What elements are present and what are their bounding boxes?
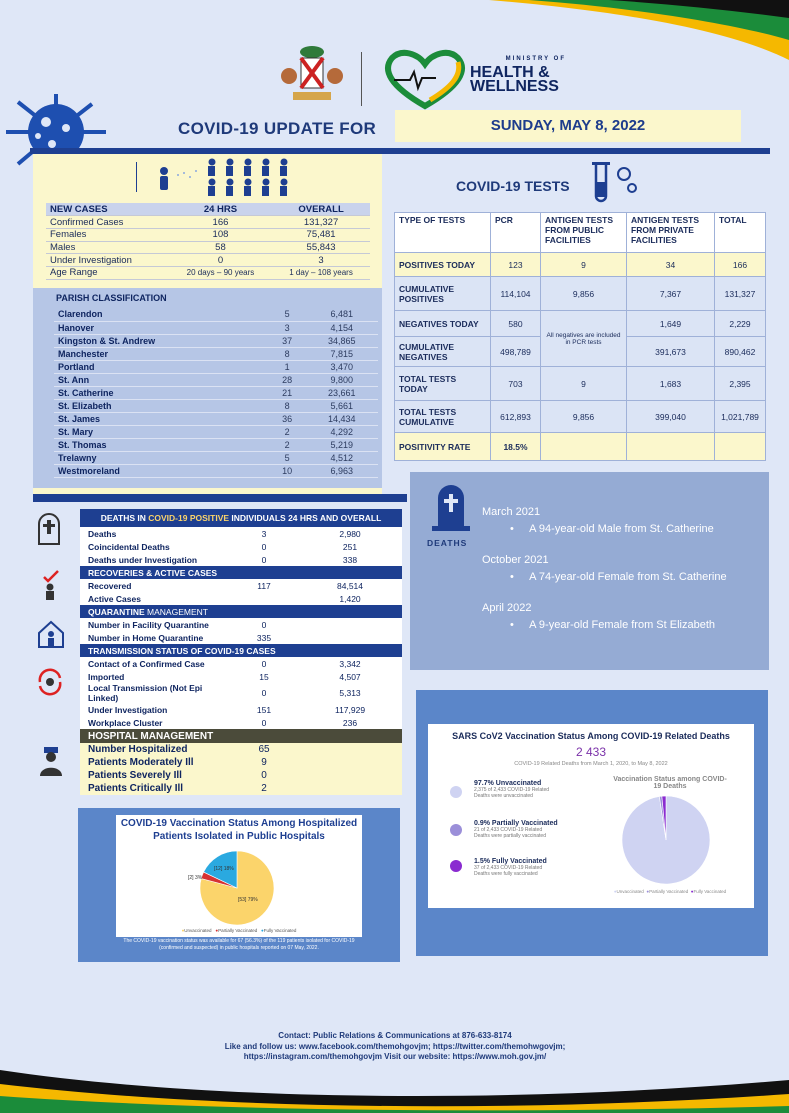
parish-name: St. Catherine — [54, 386, 269, 399]
transmission-row — [80, 716, 402, 729]
deaths-label-cell: Coincidental Deaths — [80, 540, 230, 553]
trans-24h: 15 — [230, 670, 298, 683]
vacc-deaths-subtitle: COVID-19 Related Deaths from March 1, 2020, to May 8, 2022 — [514, 761, 668, 767]
hosp-empty — [298, 756, 402, 769]
coat-of-arms-icon — [277, 42, 347, 108]
deaths-row — [80, 527, 402, 540]
hosp-label: Patients Moderately Ill — [80, 756, 230, 769]
tests-cell-empty — [715, 433, 766, 461]
trans-label: Contact of a Confirmed Case — [80, 657, 230, 670]
parish-overall: 23,661 — [305, 386, 378, 399]
vacc-hospital-legend — [116, 928, 362, 933]
nc-overall: 3 — [272, 254, 370, 267]
rec-overall: 84,514 — [298, 579, 402, 592]
dot-partial-icon — [450, 824, 462, 836]
vd-legend-dot-icon: ● — [646, 889, 650, 894]
deaths-label-cell: Deaths — [80, 527, 230, 540]
nc-label: Confirmed Cases — [46, 216, 169, 229]
dot-full-icon — [450, 860, 462, 872]
footer-line1: Contact: Public Relations & Communications at 876-633-8174 — [278, 1031, 512, 1040]
title-covid: COVID-19 — [178, 119, 259, 138]
nc-row — [46, 228, 370, 241]
tests-row-positivity — [395, 433, 766, 461]
section-divider-bar — [33, 494, 407, 502]
transmission-row — [80, 703, 402, 716]
deaths-24h: 0 — [230, 553, 298, 566]
transmission-row — [80, 683, 402, 703]
deaths-overall: 338 — [298, 553, 402, 566]
deaths-label-cell: Deaths under Investigation — [80, 553, 230, 566]
parish-name: Portland — [54, 360, 269, 373]
parish-overall: 34,865 — [305, 334, 378, 347]
tests-h4: TOTAL — [715, 213, 766, 253]
hosp-value: 65 — [230, 743, 298, 756]
vacc-hospital-pie — [116, 842, 362, 937]
pie-label-unvacc: [53] 79% — [238, 897, 258, 903]
tests-cell: 399,040 — [627, 401, 715, 433]
hosp-value: 2 — [230, 782, 298, 795]
tests-cell: 123 — [491, 253, 541, 277]
legend-unvacc-icon: ● — [181, 928, 185, 933]
quar-label: Number in Home Quarantine — [80, 631, 230, 644]
nc-label: Males — [46, 241, 169, 254]
tests-cell: 703 — [491, 367, 541, 401]
hosp-label: Number Hospitalized — [80, 743, 230, 756]
parish-overall: 5,219 — [305, 438, 378, 451]
ministry-name — [470, 52, 566, 94]
quar-value: 0 — [230, 618, 298, 631]
deaths-row — [80, 540, 402, 553]
parish-row — [54, 438, 378, 451]
quarantine-title — [80, 605, 402, 618]
vd-legend-dot-icon: ● — [613, 889, 617, 894]
tests-cell: 9,856 — [541, 401, 627, 433]
deaths-overall: 251 — [298, 540, 402, 553]
page-title — [178, 119, 376, 139]
parish-row — [54, 360, 378, 373]
parish-24h: 10 — [269, 464, 306, 477]
vd-legend-2: Fully Vaccinated — [693, 889, 727, 894]
recoveries-row — [80, 579, 402, 592]
legend-unvacc: Unvaccinated — [184, 928, 212, 933]
footer-line2[interactable]: Like and follow us: www.facebook.com/themohgovjm; https://twitter.com/themohwgovjm; — [224, 1041, 566, 1051]
parish-name: Trelawny — [54, 451, 269, 464]
tests-h2: ANTIGEN TESTS FROM PUBLIC FACILITIES — [541, 213, 627, 253]
nurse-icon — [36, 745, 66, 777]
parish-row — [54, 373, 378, 386]
hospital-title: HOSPITAL MANAGEMENT — [80, 729, 402, 743]
nc-row — [46, 266, 370, 279]
hospital-row — [80, 743, 402, 756]
vd-sub1: 21 of 2,433 COVID-19 Related — [474, 827, 543, 833]
parish-row — [54, 321, 378, 334]
tests-cell: 9 — [541, 253, 627, 277]
tests-row-label: TOTAL TESTS TODAY — [395, 367, 491, 401]
tests-cell-empty — [627, 433, 715, 461]
nc-24h: 20 days – 90 years — [169, 266, 272, 279]
rec-24h — [230, 592, 298, 605]
trans-overall: 236 — [298, 716, 402, 729]
deaths-item-text: A 9-year-old Female from St Elizabeth — [529, 619, 715, 631]
parish-overall: 6,963 — [305, 464, 378, 477]
nc-overall: 55,843 — [272, 241, 370, 254]
parish-row — [54, 386, 378, 399]
trans-overall: 117,929 — [298, 703, 402, 716]
trans-24h: 0 — [230, 716, 298, 729]
vacc-hospital-chart-area — [116, 842, 362, 937]
recoveries-row — [80, 592, 402, 605]
nc-row — [46, 241, 370, 254]
vd-sub2: Deaths were unvaccinated — [474, 793, 533, 799]
deaths-24h: 3 — [230, 527, 298, 540]
parish-overall: 9,800 — [305, 373, 378, 386]
parish-overall: 3,470 — [305, 360, 378, 373]
parish-24h: 8 — [269, 347, 306, 360]
parish-name: St. Mary — [54, 425, 269, 438]
quarantine-row — [80, 631, 402, 644]
nc-overall: 1 day – 108 years — [272, 266, 370, 279]
quarantine-title-a: QUARANTINE — [88, 606, 145, 617]
deaths-group-item: • A 9-year-old Female from St Elizabeth — [510, 619, 715, 631]
tests-row-label: CUMULATIVE NEGATIVES — [395, 337, 491, 367]
parish-name: Hanover — [54, 321, 269, 334]
tests-cell: 1,649 — [627, 311, 715, 337]
trans-label: Local Transmission (Not Epi Linked) — [80, 683, 230, 703]
trans-24h: 151 — [230, 703, 298, 716]
parish-name: St. Elizabeth — [54, 399, 269, 412]
parish-row — [54, 347, 378, 360]
trans-overall: 5,313 — [298, 683, 402, 703]
nc-overall: 75,481 — [272, 228, 370, 241]
people-spray-icon — [150, 157, 290, 199]
hospital-header — [80, 729, 402, 743]
parish-row — [54, 425, 378, 438]
header-flag-stripes — [489, 0, 789, 60]
tests-h0: TYPE OF TESTS — [395, 213, 491, 253]
tests-note-negatives: All negatives are included in PCR tests — [541, 311, 627, 367]
parish-name: Kingston & St. Andrew — [54, 334, 269, 347]
vd-head: 1.5% Fully Vaccinated — [474, 858, 547, 865]
hospital-row — [80, 782, 402, 795]
quarantine-header — [80, 605, 402, 618]
footer-contact — [130, 1031, 660, 1063]
deaths-title-a: DEATHS IN — [100, 513, 149, 523]
ministry-health: HEALTH — [470, 64, 534, 81]
recoveries-title: RECOVERIES & ACTIVE CASES — [80, 566, 402, 579]
parish-title: PARISH CLASSIFICATION — [56, 293, 167, 303]
parish-row — [54, 464, 378, 477]
vd-sub1: 2,375 of 2,433 COVID-19 Related — [474, 787, 550, 793]
vacc-deaths-total: 2 433 — [575, 745, 607, 759]
hospital-row — [80, 769, 402, 782]
tests-cell: 114,104 — [491, 277, 541, 311]
parish-24h: 36 — [269, 412, 306, 425]
vacc-deaths-title: SARS CoV2 Vaccination Status Among COVID-19 Related Deaths — [452, 731, 730, 741]
vacc-deaths-pie — [620, 794, 712, 886]
tests-row-label: POSITIVITY RATE — [395, 433, 491, 461]
parish-24h: 37 — [269, 334, 306, 347]
deaths-overall: 2,980 — [298, 527, 402, 540]
parish-row — [54, 308, 378, 321]
legend-partial-icon: ● — [215, 928, 219, 933]
parish-table — [54, 308, 378, 478]
parish-name: St. Thomas — [54, 438, 269, 451]
tests-row-total-cumulative — [395, 401, 766, 433]
nc-row — [46, 216, 370, 229]
nc-row — [46, 254, 370, 267]
tests-row-label: TOTAL TESTS CUMULATIVE — [395, 401, 491, 433]
recoveries-header — [80, 566, 402, 579]
tests-row-label: NEGATIVES TODAY — [395, 311, 491, 337]
deaths-title-b: COVID-19 POSITIVE — [148, 513, 230, 523]
parish-name: Clarendon — [54, 308, 269, 321]
parish-24h: 28 — [269, 373, 306, 386]
vd-legend-1: Partially Vaccinated — [649, 889, 689, 894]
parish-overall: 6,481 — [305, 308, 378, 321]
vd-sub2: Deaths were fully vaccinated — [474, 871, 538, 877]
hosp-value: 0 — [230, 769, 298, 782]
rec-24h: 117 — [230, 579, 298, 592]
trans-overall: 4,507 — [298, 670, 402, 683]
parish-overall: 4,512 — [305, 451, 378, 464]
trans-overall: 3,342 — [298, 657, 402, 670]
nc-24h: 0 — [169, 254, 272, 267]
vacc-hospital-title: COVID-19 Vaccination Status Among Hospitalized Patients Isolated in Public Hospitals — [116, 815, 362, 844]
vacc-hospital-note: The COVID-19 vaccination status was available for 67 (56.3%) of the 119 patients isolated for COVID-19 (confirmed and suspected) in public hospitals reported on 07 May, 2022. — [123, 938, 355, 951]
tests-cell: 166 — [715, 253, 766, 277]
nc-overall: 131,327 — [272, 216, 370, 229]
tests-row-cumulative-positives — [395, 277, 766, 311]
hospital-row — [80, 756, 402, 769]
tests-header — [395, 213, 766, 253]
nc-label: Age Range — [46, 266, 169, 279]
quarantine-row — [80, 618, 402, 631]
tests-cell: 7,367 — [627, 277, 715, 311]
deaths-group-heading: October 2021 — [482, 554, 549, 566]
tests-cell: 612,893 — [491, 401, 541, 433]
rec-overall: 1,420 — [298, 592, 402, 605]
vacc-deaths-row — [450, 780, 620, 799]
parish-24h: 8 — [269, 399, 306, 412]
tests-cell: 34 — [627, 253, 715, 277]
transmission-icon — [34, 668, 66, 696]
ministry-amp: & — [538, 64, 550, 81]
footer-line3[interactable]: https://instagram.com/themohgovjm Visit our website: https://www.moh.gov.jm/ — [243, 1052, 547, 1061]
tests-row-label: CUMULATIVE POSITIVES — [395, 277, 491, 311]
vacc-deaths-legend — [590, 889, 750, 894]
parish-row — [54, 334, 378, 347]
tests-row-negatives-today — [395, 311, 766, 337]
heart-logo-icon — [380, 48, 470, 110]
new-cases-header — [46, 203, 370, 216]
tests-cell: 1,683 — [627, 367, 715, 401]
parish-24h: 3 — [269, 321, 306, 334]
deaths-24h: 0 — [230, 540, 298, 553]
parish-overall: 14,434 — [305, 412, 378, 425]
grave-icon — [34, 512, 64, 548]
quar-label: Number in Facility Quarantine — [80, 618, 230, 631]
tests-cell: 498,789 — [491, 337, 541, 367]
hosp-label: Patients Severely Ill — [80, 769, 230, 782]
tests-cell: 9 — [541, 367, 627, 401]
report-date: SUNDAY, MAY 8, 2022 — [395, 110, 741, 142]
parish-row — [54, 451, 378, 464]
transmission-header — [80, 644, 402, 657]
tests-table — [394, 212, 766, 461]
deaths-group-heading: April 2022 — [482, 602, 532, 614]
parish-overall: 4,292 — [305, 425, 378, 438]
panel-rule — [136, 162, 137, 192]
deaths-group-item: • A 74-year-old Female from St. Catherine — [510, 571, 727, 583]
tests-row-total-today — [395, 367, 766, 401]
parish-24h: 5 — [269, 308, 306, 321]
recovery-check-icon — [38, 569, 64, 601]
nc-24h: 166 — [169, 216, 272, 229]
legend-full: Fully Vaccinated — [263, 928, 297, 933]
tests-cell: 580 — [491, 311, 541, 337]
dot-unvacc-icon — [450, 786, 462, 798]
tests-cell: 2,395 — [715, 367, 766, 401]
tests-row-positives-today — [395, 253, 766, 277]
trans-24h: 0 — [230, 657, 298, 670]
quarantine-title-b: MANAGEMENT — [144, 606, 208, 617]
tests-cell: 2,229 — [715, 311, 766, 337]
parish-24h: 1 — [269, 360, 306, 373]
vacc-deaths-row — [450, 820, 620, 839]
tests-cell: 131,327 — [715, 277, 766, 311]
tests-cell: 9,856 — [541, 277, 627, 311]
nc-label: Females — [46, 228, 169, 241]
parish-name: St. James — [54, 412, 269, 425]
parish-24h: 2 — [269, 438, 306, 451]
parish-name: Westmoreland — [54, 464, 269, 477]
legend-full-icon: ● — [261, 928, 264, 933]
test-tube-icon — [588, 160, 642, 204]
parish-24h: 5 — [269, 451, 306, 464]
tests-row-label: POSITIVES TODAY — [395, 253, 491, 277]
parish-overall: 7,815 — [305, 347, 378, 360]
deaths-table-header — [80, 509, 402, 527]
deaths-table — [80, 509, 402, 795]
vd-legend-dot-icon: ● — [690, 889, 694, 894]
tests-title: COVID-19 TESTS — [456, 178, 570, 194]
deaths-item-text: A 94-year-old Male from St. Catherine — [529, 523, 714, 535]
nc-h2: OVERALL — [272, 203, 370, 216]
parish-row — [54, 412, 378, 425]
trans-label: Workplace Cluster — [80, 716, 230, 729]
deaths-label: DEATHS — [427, 538, 468, 548]
positivity-rate: 18.5% — [491, 433, 541, 461]
tests-cell: 890,462 — [715, 337, 766, 367]
nc-h1: 24 HRS — [169, 203, 272, 216]
ministry-of: MINISTRY OF — [505, 56, 566, 62]
quar-extra — [298, 618, 402, 631]
vacc-deaths-row — [450, 858, 620, 877]
tests-cell: 391,673 — [627, 337, 715, 367]
tests-cell: 1,021,789 — [715, 401, 766, 433]
parish-name: St. Ann — [54, 373, 269, 386]
vd-head: 97.7% Unvaccinated — [474, 780, 542, 787]
quar-extra — [298, 631, 402, 644]
nc-24h: 108 — [169, 228, 272, 241]
vacc-deaths-pie-title: Vaccination Status among COVID-19 Deaths — [613, 776, 727, 790]
hosp-value: 9 — [230, 756, 298, 769]
header-divider — [361, 52, 362, 106]
trans-24h: 0 — [230, 683, 298, 703]
pie-label-partial: [2] 3% — [188, 875, 203, 881]
pie-label-full: [12] 18% — [214, 866, 234, 872]
tests-h1: PCR — [491, 213, 541, 253]
trans-label: Imported — [80, 670, 230, 683]
parish-24h: 21 — [269, 386, 306, 399]
hosp-empty — [298, 769, 402, 782]
deaths-group-heading: March 2021 — [482, 506, 541, 518]
title-update-for: UPDATE FOR — [258, 119, 377, 138]
ministry-wellness: WELLNESS — [470, 78, 559, 95]
hosp-empty — [298, 782, 402, 795]
hosp-label: Patients Critically Ill — [80, 782, 230, 795]
legend-partial: Partially Vaccinated — [218, 928, 258, 933]
nc-label: Under Investigation — [46, 254, 169, 267]
trans-label: Under Investigation — [80, 703, 230, 716]
nc-24h: 58 — [169, 241, 272, 254]
new-cases-table — [46, 203, 370, 280]
home-quarantine-icon — [36, 619, 66, 649]
nc-h0: NEW CASES — [46, 203, 169, 216]
parish-row — [54, 399, 378, 412]
parish-overall: 5,661 — [305, 399, 378, 412]
transmission-title: TRANSMISSION STATUS OF COVID-19 CASES — [80, 644, 402, 657]
tests-h3: ANTIGEN TESTS FROM PRIVATE FACILITIES — [627, 213, 715, 253]
vd-legend-0: Unvaccinated — [616, 889, 644, 894]
rec-label: Recovered — [80, 579, 230, 592]
vd-sub1: 37 of 2,433 COVID-19 Related — [474, 865, 543, 871]
hosp-empty — [298, 743, 402, 756]
deaths-item-text: A 74-year-old Female from St. Catherine — [529, 571, 727, 583]
deaths-group-item: • A 94-year-old Male from St. Catherine — [510, 523, 714, 535]
vd-sub2: Deaths were partially vaccinated — [474, 833, 546, 839]
quar-value: 335 — [230, 631, 298, 644]
tombstone-icon — [430, 482, 472, 532]
deaths-title — [80, 509, 402, 527]
parish-name: Manchester — [54, 347, 269, 360]
parish-overall: 4,154 — [305, 321, 378, 334]
parish-24h: 2 — [269, 425, 306, 438]
vd-head: 0.9% Partially Vaccinated — [474, 820, 558, 827]
transmission-row — [80, 657, 402, 670]
tests-cell-empty — [541, 433, 627, 461]
rec-label: Active Cases — [80, 592, 230, 605]
deaths-row — [80, 553, 402, 566]
deaths-title-c: INDIVIDUALS 24 HRS AND OVERALL — [229, 513, 382, 523]
transmission-row — [80, 670, 402, 683]
